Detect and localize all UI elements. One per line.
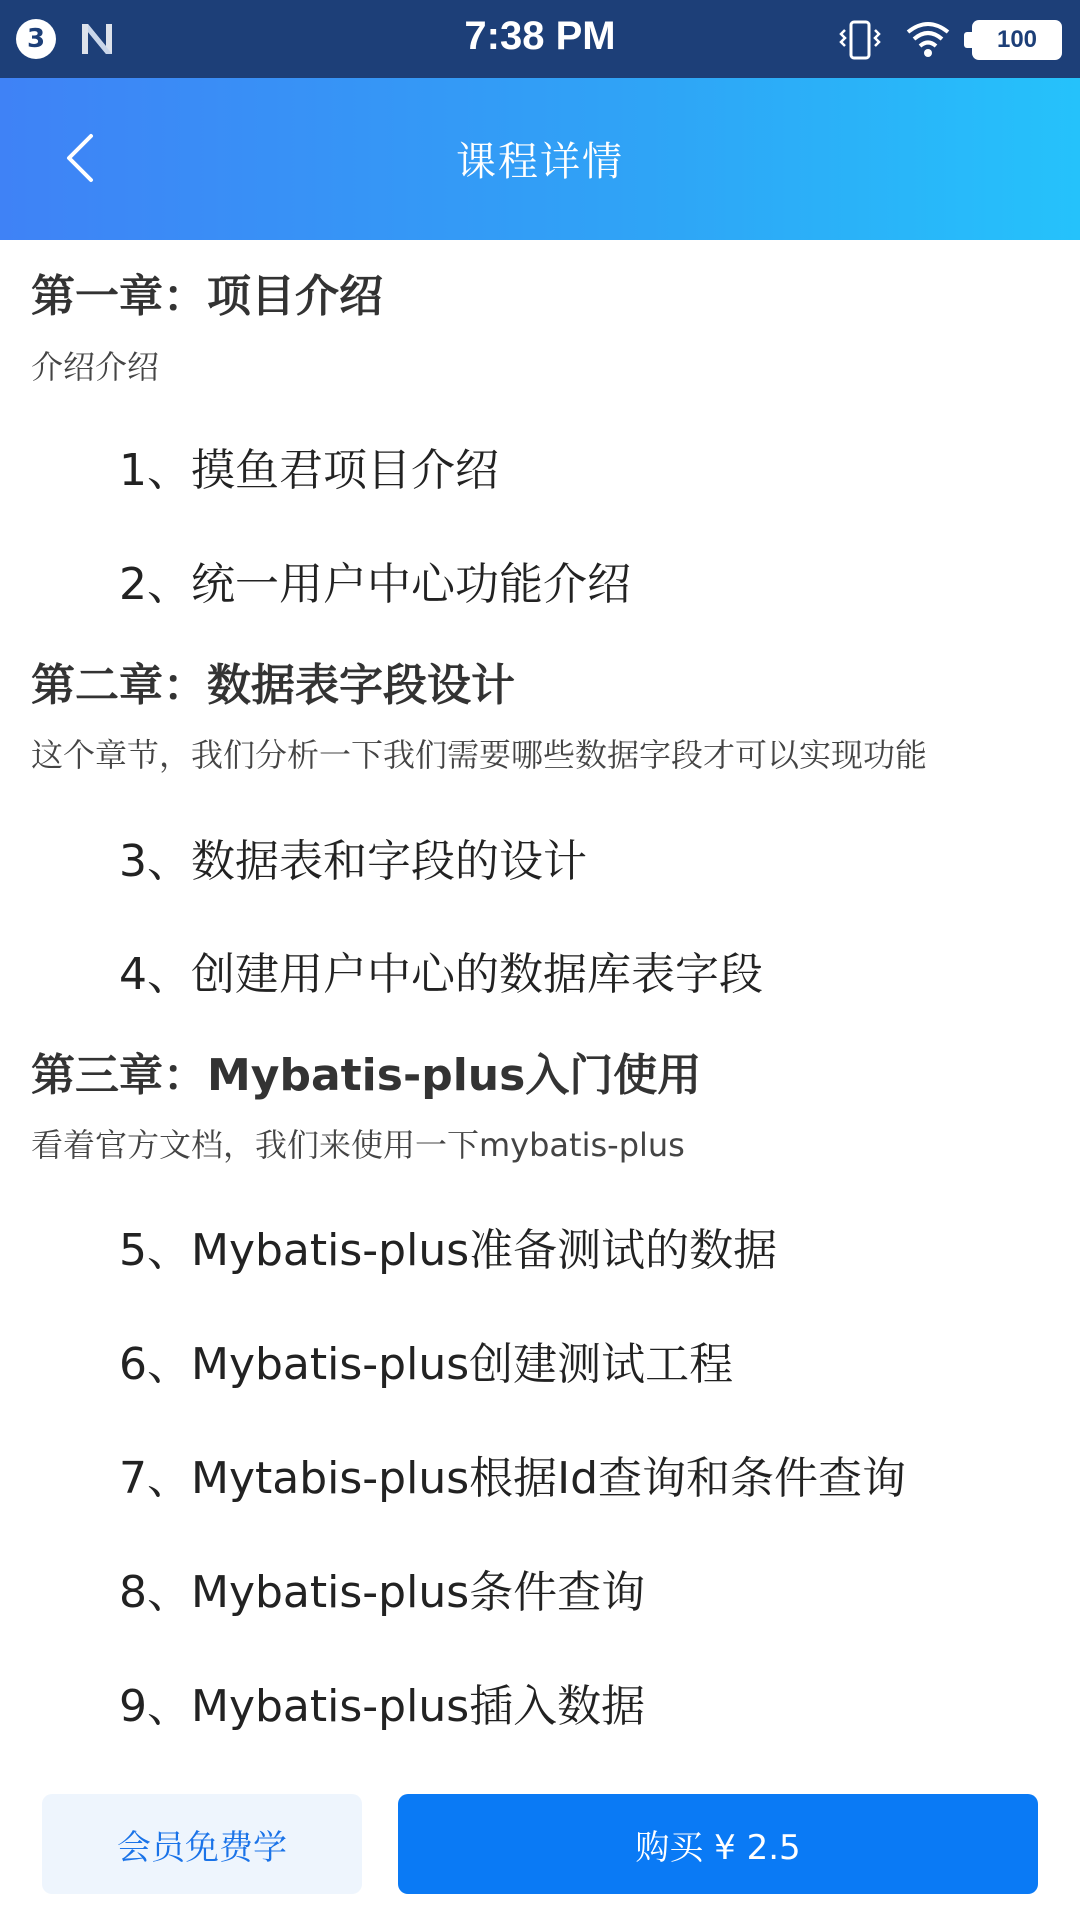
member-free-learn-button[interactable]: 会员免费学 [42, 1794, 362, 1894]
chapter-title: 第三章：Mybatis-plus入门使用 [31, 1050, 702, 1101]
wifi-icon [906, 20, 950, 60]
lesson-item[interactable]: 5、Mybatis-plus准备测试的数据 [119, 1225, 778, 1276]
course-outline [0, 240, 1080, 1780]
lesson-item[interactable]: 8、Mybatis-plus条件查询 [119, 1567, 646, 1618]
lesson-item[interactable]: 1、摸鱼君项目介绍 [119, 445, 499, 496]
lesson-item[interactable]: 6、Mybatis-plus创建测试工程 [119, 1339, 734, 1390]
buy-button[interactable]: 购买 ¥ 2.5 [398, 1794, 1038, 1894]
page-title: 课程详情 [456, 139, 624, 185]
vibrate-icon [836, 16, 884, 64]
lesson-item[interactable]: 4、创建用户中心的数据库表字段 [119, 949, 763, 1000]
chapter-description: 这个章节，我们分析一下我们需要哪些数据字段才可以实现功能 [31, 736, 928, 774]
chapter-description: 看着官方文档，我们来使用一下mybatis-plus [31, 1126, 685, 1164]
notification-count-badge: 3 [16, 19, 56, 59]
status-bar [0, 0, 1080, 78]
bottom-action-bar [0, 1780, 1080, 1920]
lesson-item[interactable]: 7、Mytabis-plus根据Id查询和条件查询 [119, 1453, 907, 1504]
status-right [836, 16, 1062, 64]
app-header [0, 78, 1080, 240]
chapter-title: 第一章：项目介绍 [31, 271, 383, 322]
lesson-item[interactable]: 2、统一用户中心功能介绍 [119, 559, 631, 610]
lesson-item[interactable]: 3、数据表和字段的设计 [119, 836, 587, 887]
chapter-description: 介绍介绍 [31, 348, 160, 386]
lesson-item[interactable]: 9、Mybatis-plus插入数据 [119, 1681, 646, 1732]
battery-icon: 100 [972, 20, 1062, 60]
chapter-title: 第二章：数据表字段设计 [31, 660, 515, 711]
status-time: 7:38 PM [464, 14, 616, 58]
